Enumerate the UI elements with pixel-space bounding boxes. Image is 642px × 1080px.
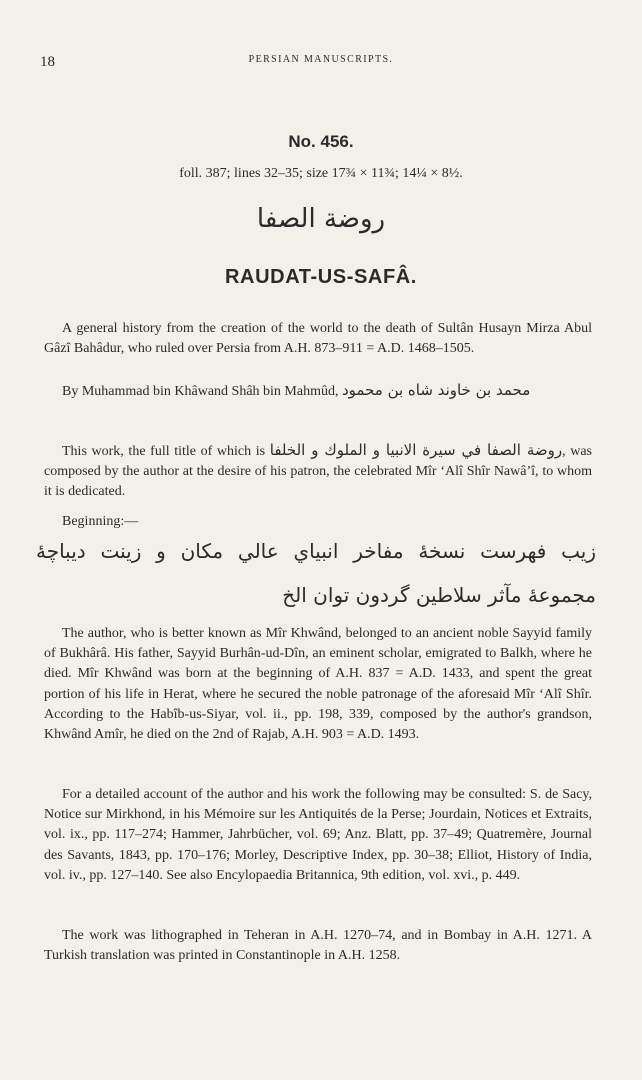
author-paragraph: [44, 380, 592, 402]
author-text: By Muhammad bin Khâwand Shâh bin Mahmûd,: [62, 384, 339, 399]
full-title-arabic: روضة الصفا في سيرة الانبيا و الملوك و الخلفا: [269, 441, 563, 459]
title-paragraph-rest: , was composed by the author at the desire of his patron, the celebrated Mîr ‘Alî Shîr Nawâ’î, to whom it is dedicated.: [44, 444, 592, 500]
page-number: 18: [40, 54, 55, 70]
editions-paragraph: The work was lithographed in Teheran in A.H. 1270–74, and in Bombay in A.H. 1271. A Turkish translation was printed in Constantinople in A.H. 1258.: [44, 928, 592, 964]
english-title: RAUDAT-US-SAFÂ.: [225, 266, 417, 288]
running-title: PERSIAN MANUSCRIPTS.: [248, 54, 394, 65]
incipit-line-2: مجموعهٔ مآثر سلاطين گردون توان الخ: [282, 583, 596, 607]
incipit-line-1: زيب فهرست نسخهٔ مفاخر انبياي عالي مكان و زينت ديباچهٔ: [36, 539, 596, 563]
arabic-title: روضة الصفا: [256, 204, 386, 234]
title-paragraph: [44, 440, 592, 503]
description-paragraph: A general history from the creation of the world to the death of Sultân Husayn Mirza Abul Gâzî Bahâdur, who ruled over Persia from A.H. 873–911 = A.D. 1468–1505.: [44, 321, 592, 357]
author-biography-paragraph: The author, who is better known as Mîr Khwând, belonged to an ancient noble Sayyid family of Bukhârâ. His father, Sayyid Burhân-ud-Dîn, an eminent scholar, emigrated to Balkh, where he died. Mîr Khwând was born at the beginning of A.H. 837 = A.D. 1433, and spent the great portion of his life in Herat, where he secured the noble patronage of the aforesaid Mîr ‘Alî Shîr. According to the Habîb-us-Siyar, vol. ii., pp. 198, 339, composed by the author's grandson, Khwând Amîr, he died on the 2nd of Rajab, A.H. 903 = A.D. 1493.: [44, 626, 592, 743]
beginning-label: Beginning:—: [62, 514, 139, 529]
entry-number: No. 456.: [288, 132, 354, 151]
author-arabic: محمد بن خاوند شاه بن محمود: [341, 381, 531, 399]
manuscript-dimensions: foll. 387; lines 32–35; size 17¾ × 11¾; 14¼ × 8½.: [179, 166, 463, 181]
title-paragraph-lead: This work, the full title of which is: [62, 444, 266, 459]
references-paragraph: For a detailed account of the author and his work the following may be consulted: S. de Sacy, Notice sur Mirkhond, in his Mémoire sur les Antiquités de la Perse; Jourdain, Notices et Extraits, vol. ix., pp. 117–274; Hammer, Jahrbücher, vol. 69; Anz. Blatt, pp. 37–49; Quatremère, Journal des Savants, 1843, pp. 170–176; Morley, Descriptive Index, pp. 30–38; Elliot, History of India, vol. iv., pp. 127–140. See also Encylopaedia Britannica, 9th edition, vol. xvi., p. 449.: [44, 787, 592, 883]
